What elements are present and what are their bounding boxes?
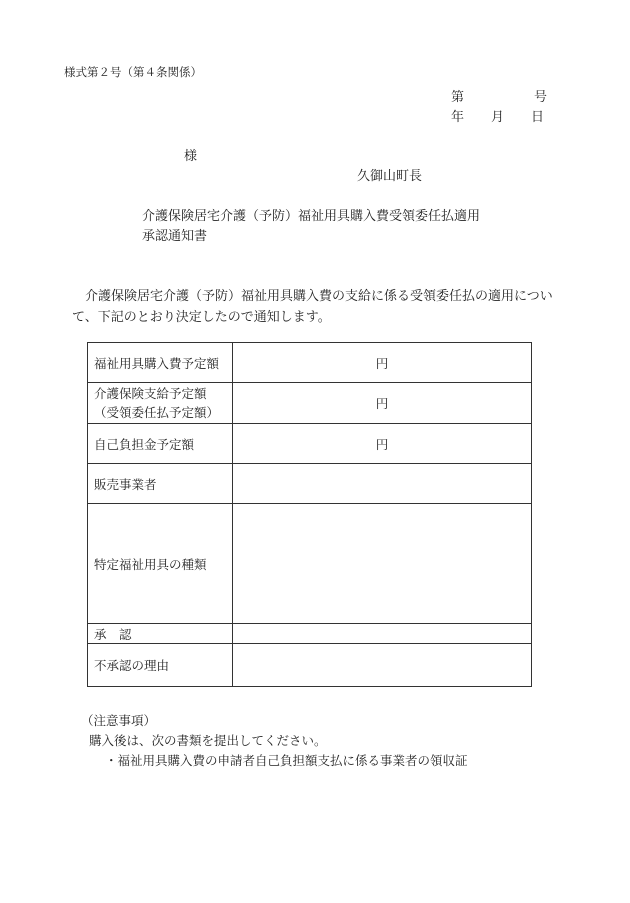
addressee: 様 [184,149,198,164]
row-label-line-1: 介護保険支給予定額 [94,386,207,401]
table-row [88,343,532,383]
row-value [233,644,532,687]
notes [81,711,468,771]
body-text: 介護保険居宅介護（予防）福祉用具購入費の支給に係る受領委任払の適用について、下記のとおり決定したので通知します。 [72,289,553,325]
row-value [233,624,532,644]
row-value: 円 [233,424,532,464]
row-value: 円 [233,343,532,383]
date-day: 日 [531,110,545,125]
approval-table [87,342,532,687]
issuer: 久御山町長 [357,169,423,184]
table-row [88,424,532,464]
table-row [88,504,532,624]
form-number: 様式第２号（第４条関係） [64,65,202,79]
row-label: 特定福祉用具の種類 [88,504,233,624]
number-prefix: 第 [451,90,465,105]
notes-heading: （注意事項） [81,713,157,728]
row-label: 福祉用具購入費予定額 [88,343,233,383]
table-row [88,464,532,504]
title-line-1: 介護保険居宅介護（予防）福祉用具購入費受領委任払適用 [142,209,481,224]
row-label [88,383,233,424]
table-row [88,624,532,644]
title-line-2: 承認通知書 [142,229,208,244]
notes-item: ・福祉用具購入費の申請者自己負担額支払に係る事業者の領収証 [105,753,468,768]
number-suffix: 号 [534,90,548,105]
row-value [233,464,532,504]
table-row [88,644,532,687]
date-month: 月 [491,110,505,125]
row-label-line-2: （受領委任払予定額） [94,405,220,420]
row-label: 不承認の理由 [88,644,233,687]
row-value [233,504,532,624]
table-row [88,383,532,424]
row-label: 承 認 [88,624,233,644]
notes-line: 購入後は、次の書類を提出してください。 [89,733,327,748]
row-value: 円 [233,383,532,424]
row-label: 販売事業者 [88,464,233,504]
date-year: 年 [451,110,465,125]
document-title [142,207,480,247]
row-label: 自己負担金予定額 [88,424,233,464]
